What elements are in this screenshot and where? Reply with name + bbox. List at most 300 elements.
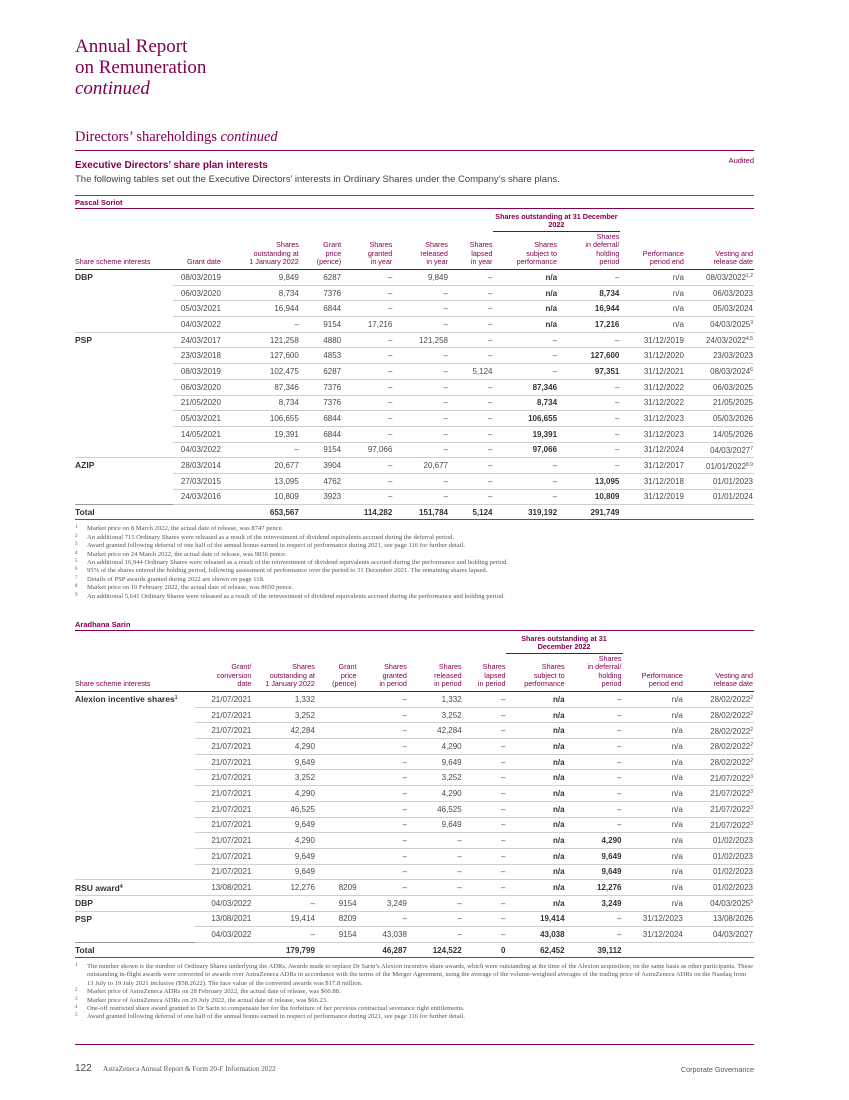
table-cell <box>342 426 393 442</box>
table-cell <box>620 473 685 489</box>
table-cell <box>393 395 449 411</box>
cell-value: – <box>500 851 506 861</box>
table-cell <box>685 285 754 301</box>
pascal-table-header <box>75 209 754 270</box>
cell-value: 9154 <box>323 319 342 329</box>
cell-value: – <box>488 335 493 345</box>
cell-value: 4,290 <box>441 741 462 751</box>
cell-value: 08/03/2024 <box>710 367 751 377</box>
cell-value: – <box>500 694 506 704</box>
cell-value: 3,252 <box>441 773 462 783</box>
table-cell <box>252 801 316 817</box>
cell-value: – <box>387 304 393 314</box>
cell-value: DBP <box>75 271 93 282</box>
cell-value: 6287 <box>323 366 342 376</box>
cell-value: 21/07/2022 <box>710 820 751 830</box>
cell-value: 9,649 <box>601 851 622 861</box>
cell-value: Alexion incentive shares <box>75 694 175 705</box>
total-cell: 124,522 <box>408 943 463 958</box>
cell-value: 97,066 <box>367 445 393 455</box>
cell-value: 23/03/2023 <box>712 351 753 361</box>
table-cell <box>558 379 620 395</box>
table-cell <box>684 895 754 911</box>
table-cell <box>493 379 558 395</box>
table-cell <box>684 770 754 786</box>
table-cell <box>506 707 565 723</box>
footnote-ref: 2 <box>750 695 753 702</box>
table-cell <box>558 442 620 458</box>
table-cell <box>463 880 507 896</box>
table-cell <box>685 364 754 380</box>
cell-value: 12,276 <box>597 883 622 893</box>
table-cell <box>685 473 754 489</box>
audited-label: Audited <box>728 156 754 165</box>
table-cell <box>316 864 358 880</box>
cell-value: 3,252 <box>294 773 315 783</box>
scheme-name <box>75 786 195 802</box>
table-cell <box>358 895 408 911</box>
cell-value: – <box>402 914 407 924</box>
table-cell <box>685 317 754 333</box>
table-cell <box>342 458 393 474</box>
total-cell <box>316 943 358 958</box>
cell-value: – <box>488 476 493 486</box>
table-cell <box>316 927 358 943</box>
cell-value: – <box>387 351 393 361</box>
cell-value: 06/03/2023 <box>712 288 753 298</box>
table-cell <box>342 317 393 333</box>
table-cell <box>316 895 358 911</box>
table-cell <box>300 301 342 317</box>
cell-value: 21/07/2021 <box>211 741 252 751</box>
cell-value: n/a <box>553 773 565 783</box>
cell-value: – <box>402 726 407 736</box>
table-cell <box>566 848 623 864</box>
total-row <box>75 505 754 520</box>
table-cell <box>393 473 449 489</box>
table-cell <box>358 786 408 802</box>
table-cell <box>252 911 316 927</box>
table-cell <box>623 723 684 739</box>
table-cell <box>449 442 494 458</box>
footnote-ref: 3 <box>750 805 753 812</box>
table-cell <box>300 458 342 474</box>
table-cell <box>408 880 463 896</box>
cell-value: 121,258 <box>419 335 448 345</box>
cell-value: – <box>402 741 407 751</box>
cell-value: – <box>614 414 620 424</box>
footnote-number: 4 <box>75 1005 78 1011</box>
cell-value: – <box>443 288 448 298</box>
footnote-number: 5 <box>75 1013 78 1019</box>
cell-value: – <box>552 366 558 376</box>
cell-value: 04/03/2027 <box>712 930 753 940</box>
column-header: Shares in deferral/ holding period <box>558 231 620 269</box>
cell-value: – <box>500 867 506 877</box>
cell-value: 106,655 <box>528 414 558 424</box>
scheme-name <box>75 489 173 505</box>
scheme-name <box>75 364 173 380</box>
table-cell <box>300 332 342 348</box>
table-cell <box>493 489 558 505</box>
total-cell: 653,567 <box>222 505 300 520</box>
cell-value: n/a <box>553 726 565 736</box>
table-cell <box>358 848 408 864</box>
table-cell <box>393 442 449 458</box>
table-cell <box>393 348 449 364</box>
cell-value: n/a <box>671 898 683 908</box>
cell-value: – <box>443 414 448 424</box>
cell-value: 31/12/2024 <box>643 445 684 455</box>
cell-value: 10,809 <box>274 492 299 502</box>
table-cell <box>449 473 494 489</box>
table-cell <box>252 864 316 880</box>
cell-value: – <box>387 272 393 282</box>
table-row <box>75 332 754 348</box>
table-cell <box>623 864 684 880</box>
table-cell <box>252 848 316 864</box>
table-cell <box>252 754 316 770</box>
table-cell <box>623 770 684 786</box>
table-cell <box>449 270 494 286</box>
cell-value: – <box>614 272 620 282</box>
cell-value: 3923 <box>323 492 342 502</box>
footer-rule <box>75 1044 754 1045</box>
footnote-ref: 8,9 <box>746 461 753 468</box>
cell-value: 28/02/2022 <box>710 726 751 736</box>
cell-value: – <box>617 773 622 783</box>
column-header: Grant price (pence) <box>300 231 342 269</box>
table-cell <box>463 864 507 880</box>
table-cell <box>620 395 685 411</box>
table-cell <box>566 817 623 833</box>
table-cell <box>620 317 685 333</box>
footer-section-name: Corporate Governance <box>680 1065 754 1074</box>
table-cell <box>449 426 494 442</box>
table-row <box>75 707 754 723</box>
footnote-number: 5 <box>75 558 78 564</box>
table-row <box>75 285 754 301</box>
cell-value: 01/02/2023 <box>712 836 753 846</box>
exec-interests-title: Executive Directors’ share plan interests <box>75 160 268 171</box>
table-cell <box>358 723 408 739</box>
cell-value: n/a <box>671 773 683 783</box>
footnote-number: 9 <box>75 592 78 598</box>
table-cell <box>358 770 408 786</box>
table-cell <box>506 692 565 708</box>
cell-value: 9,649 <box>441 820 462 830</box>
table-cell <box>558 317 620 333</box>
cell-value: – <box>457 836 462 846</box>
cell-value: – <box>500 757 506 767</box>
table-cell <box>684 911 754 927</box>
cell-value: 14/05/2021 <box>180 429 221 439</box>
cell-value: 7376 <box>323 382 342 392</box>
footnote-ref: 4,5 <box>746 336 753 343</box>
cell-value: – <box>402 851 407 861</box>
cell-value: – <box>617 804 622 814</box>
table-cell <box>684 786 754 802</box>
table-cell <box>506 754 565 770</box>
table-cell <box>195 817 252 833</box>
cell-value: – <box>500 930 506 940</box>
table-row <box>75 927 754 943</box>
cell-value: 7376 <box>323 398 342 408</box>
table-cell <box>566 739 623 755</box>
footnote-ref: 4 <box>119 883 123 890</box>
table-cell <box>566 754 623 770</box>
table-cell <box>623 801 684 817</box>
scheme-name <box>75 864 195 880</box>
table-cell <box>463 927 507 943</box>
cell-value: 06/03/2025 <box>712 382 753 392</box>
cell-value: – <box>617 741 622 751</box>
table-cell <box>620 301 685 317</box>
cell-value: 5,124 <box>472 366 493 376</box>
table-row <box>75 739 754 755</box>
table-cell <box>558 411 620 427</box>
cell-value: – <box>387 492 393 502</box>
report-header <box>75 36 206 99</box>
table-cell <box>195 880 252 896</box>
table-cell <box>463 848 507 864</box>
footnote-ref: 5 <box>750 899 753 906</box>
cell-value: – <box>488 382 493 392</box>
scheme-name <box>75 739 195 755</box>
footnote <box>75 963 754 988</box>
table-cell <box>358 817 408 833</box>
cell-value: 04/03/2027 <box>710 445 751 455</box>
cell-value: – <box>617 757 622 767</box>
cell-value: 06/03/2020 <box>180 382 221 392</box>
table-cell <box>684 723 754 739</box>
cell-value: 97,066 <box>532 445 558 455</box>
table-cell <box>558 332 620 348</box>
total-cell <box>623 943 684 958</box>
table-cell <box>558 426 620 442</box>
table-cell <box>684 848 754 864</box>
cell-value: 04/03/2022 <box>211 898 252 908</box>
cell-value: 13/08/2021 <box>211 883 252 893</box>
cell-value: – <box>617 694 622 704</box>
table-cell <box>506 739 565 755</box>
column-header: Share scheme interests <box>75 231 173 269</box>
table-cell <box>493 473 558 489</box>
table-cell <box>684 801 754 817</box>
table-cell <box>493 348 558 364</box>
footnote-number: 8 <box>75 584 78 590</box>
cell-value: 9154 <box>338 930 357 940</box>
scheme-name <box>75 801 195 817</box>
scheme-name <box>75 379 173 395</box>
cell-value: – <box>402 694 407 704</box>
scheme-name <box>75 332 173 348</box>
table-cell <box>316 911 358 927</box>
cell-value: – <box>614 398 620 408</box>
table-row <box>75 880 754 896</box>
table-row <box>75 692 754 708</box>
cell-value: n/a <box>671 694 683 704</box>
pascal-span-header: Shares outstanding at 31 December 2022 <box>493 209 620 231</box>
cell-value: 19,391 <box>274 429 299 439</box>
table-cell <box>195 723 252 739</box>
cell-value: n/a <box>671 726 683 736</box>
table-cell <box>300 364 342 380</box>
table-row <box>75 754 754 770</box>
cell-value: 08/03/2019 <box>180 366 221 376</box>
table-cell <box>173 285 222 301</box>
table-cell <box>195 927 252 943</box>
cell-value: – <box>500 883 506 893</box>
table-cell <box>300 270 342 286</box>
table-cell <box>393 332 449 348</box>
scheme-name <box>75 317 173 333</box>
table-cell <box>449 285 494 301</box>
table-cell <box>408 692 463 708</box>
cell-value: – <box>387 382 393 392</box>
footnote-text: An additional 16,944 Ordinary Shares were released as a result of the reinvestment of dividend equivalents accrued during the performance and holding period. <box>87 558 509 566</box>
footnote <box>75 1005 754 1013</box>
table-cell <box>408 754 463 770</box>
table-cell <box>222 317 300 333</box>
table-cell <box>558 489 620 505</box>
cell-value: 28/02/2022 <box>710 758 751 768</box>
cell-value: 01/02/2023 <box>712 867 753 877</box>
table-cell <box>463 895 507 911</box>
cell-value: 31/12/2019 <box>643 335 684 345</box>
pascal-share-table <box>75 270 754 521</box>
cell-value: – <box>488 445 493 455</box>
cell-value: n/a <box>545 288 558 298</box>
cell-value: 27/03/2015 <box>180 476 221 486</box>
table-cell <box>393 458 449 474</box>
table-cell <box>316 739 358 755</box>
footnote <box>75 567 754 575</box>
cell-value: 14/05/2026 <box>712 429 753 439</box>
cell-value: – <box>387 476 393 486</box>
table-cell <box>408 739 463 755</box>
cell-value: – <box>457 883 462 893</box>
footnote-ref: 2 <box>750 726 753 733</box>
cell-value: 8,734 <box>599 288 620 298</box>
table-row <box>75 426 754 442</box>
cell-value: 4,290 <box>601 836 622 846</box>
table-cell <box>222 473 300 489</box>
table-cell <box>408 723 463 739</box>
footnote <box>75 559 754 567</box>
table-cell <box>566 692 623 708</box>
table-cell <box>684 864 754 880</box>
table-cell <box>463 833 507 849</box>
table-cell <box>408 927 463 943</box>
cell-value: n/a <box>672 272 684 282</box>
cell-value: 19,414 <box>540 914 565 924</box>
exec-intro-text: The following tables set out the Executive Directors’ interests in Ordinary Shares under the Company’s share plans. <box>75 174 560 185</box>
table-cell <box>493 332 558 348</box>
cell-value: 17,216 <box>367 319 393 329</box>
table-cell <box>252 707 316 723</box>
table-row <box>75 458 754 474</box>
table-cell <box>506 833 565 849</box>
cell-value: – <box>387 398 393 408</box>
scheme-name <box>75 754 195 770</box>
table-cell <box>252 770 316 786</box>
footnote <box>75 1013 754 1021</box>
table-cell <box>316 707 358 723</box>
cell-value: AZIP <box>75 460 95 471</box>
footnote-ref: 2 <box>750 758 753 765</box>
cell-value: – <box>617 710 622 720</box>
cell-value: 21/05/2025 <box>712 398 753 408</box>
column-header: Vesting and release date <box>685 231 754 269</box>
footnote <box>75 576 754 584</box>
footnote <box>75 988 754 996</box>
table-cell <box>620 379 685 395</box>
table-cell <box>316 880 358 896</box>
table-cell <box>493 458 558 474</box>
cell-value: – <box>443 398 448 408</box>
cell-value: 3,249 <box>601 898 622 908</box>
footnote-ref: 1,2 <box>746 273 753 280</box>
table-row <box>75 895 754 911</box>
cell-value: 31/12/2018 <box>643 476 684 486</box>
table-row <box>75 395 754 411</box>
table-cell <box>463 801 507 817</box>
table-row <box>75 864 754 880</box>
cell-value: 28/02/2022 <box>710 711 751 721</box>
total-cell: 5,124 <box>449 505 494 520</box>
table-cell <box>449 332 494 348</box>
table-row <box>75 770 754 786</box>
total-cell: 62,452 <box>506 943 565 958</box>
table-cell <box>195 833 252 849</box>
table-cell <box>566 880 623 896</box>
table-row <box>75 364 754 380</box>
footer-document-title: AstraZeneca Annual Report & Form 20-F Information 2022 <box>103 1065 276 1073</box>
cell-value: 16,944 <box>594 304 620 314</box>
footnote-text: Award granted following deferral of one half of the annual bonus earned in respect of performance during 2021, see page 116 for further detail. <box>87 542 465 550</box>
footnote-number: 2 <box>75 533 78 539</box>
column-header: Performance period end <box>623 653 684 691</box>
table-cell <box>463 911 507 927</box>
total-cell: 291,749 <box>558 505 620 520</box>
cell-value: 21/07/2021 <box>211 773 252 783</box>
table-cell <box>222 379 300 395</box>
column-header: Shares released in year <box>393 231 449 269</box>
cell-value: – <box>387 366 393 376</box>
cell-value: 31/12/2020 <box>643 351 684 361</box>
page-number: 122 <box>75 1063 92 1074</box>
table-cell <box>449 301 494 317</box>
cell-value: 21/07/2022 <box>710 789 751 799</box>
scheme-name <box>75 833 195 849</box>
cell-value: – <box>402 773 407 783</box>
scheme-name <box>75 301 173 317</box>
cell-value: – <box>402 883 407 893</box>
table-cell <box>493 301 558 317</box>
table-cell <box>358 739 408 755</box>
cell-value: – <box>402 820 407 830</box>
table-cell <box>300 395 342 411</box>
table-cell <box>506 880 565 896</box>
table-cell <box>173 270 222 286</box>
cell-value: – <box>310 898 315 908</box>
aradhana-table-header <box>75 631 754 692</box>
cell-value: – <box>488 288 493 298</box>
cell-value: – <box>457 898 462 908</box>
cell-value: 05/03/2021 <box>180 414 221 424</box>
cell-value: 05/03/2021 <box>180 304 221 314</box>
